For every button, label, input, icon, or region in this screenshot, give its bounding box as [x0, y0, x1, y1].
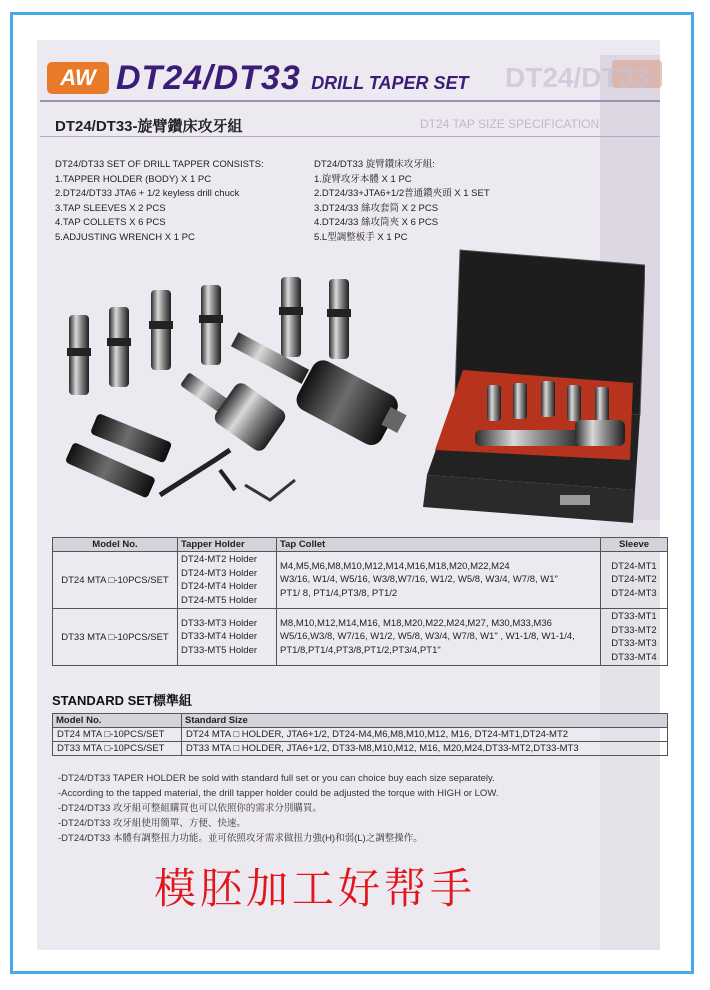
list-item: 1.旋臂攻牙本體 X 1 PC: [314, 173, 412, 185]
storage-case: [423, 250, 645, 523]
note-line: -DT24/DT33 攻牙組可整組購買也可以依照你的需求分別購買。: [58, 803, 322, 814]
holder-cell: [178, 552, 277, 609]
section-subtitle: DT24/DT33-旋臂鑽床攻牙組: [55, 118, 243, 135]
sleeve-item: DT33-MT4: [611, 651, 657, 663]
tap-collet: [279, 277, 303, 357]
holder-item: DT24-MT2 Holder: [181, 554, 258, 565]
model-cell: DT33 MTA □-10PCS/SET: [53, 609, 178, 666]
watermark-caption: 模胚加工好帮手: [154, 864, 477, 913]
holder-item: DT24-MT5 Holder: [181, 594, 258, 606]
sleeve-item: DT24-MT1: [611, 560, 657, 572]
list-item: 3.DT24/33 絲攻套筒 X 2 PCS: [314, 202, 439, 214]
contents-heading: DT24/DT33 SET OF DRILL TAPPER CONSISTS:: [55, 159, 264, 170]
list-item: 5.ADJUSTING WRENCH X 1 PC: [55, 231, 195, 243]
collet-line: PT1/ 8, PT1/4,PT3/8, PT1/2: [280, 587, 398, 599]
column-header: Model No.: [53, 538, 178, 552]
table-row: [53, 742, 668, 756]
note-line: -DT24/DT33 攻牙組使用簡單、方便、快速。: [58, 818, 246, 829]
sleeve-cell: [601, 552, 668, 609]
tap-collet: [199, 285, 223, 365]
holder-cell: [178, 609, 277, 666]
holder-item: DT33-MT4 Holder: [181, 631, 258, 643]
sleeve-item: DT33-MT2: [611, 624, 657, 636]
model-cell: DT33 MTA □-10PCS/SET: [53, 742, 182, 756]
tap-collet: [327, 279, 351, 359]
sleeve-cell: [601, 609, 668, 666]
table-row: [53, 728, 668, 742]
collet-line: W3/16, W1/4, W5/16, W3/8,W7/16, W1/2, W5/8, W3/4, W7/8, W1": [280, 574, 558, 586]
column-header: Tapper Holder: [178, 538, 277, 552]
list-item: 4.DT24/33 絲攻筒夾 X 6 PCS: [314, 217, 439, 228]
holder-item: DT33-MT5 Holder: [181, 644, 258, 656]
divider: [40, 136, 660, 137]
collet-cell: [277, 552, 601, 609]
list-item: 5.L型調整板手 X 1 PC: [314, 231, 408, 243]
standard-set-table: [52, 713, 668, 756]
page-title: DT24/DT33 DRILL TAPER SET: [116, 59, 469, 97]
list-item: 1.TAPPER HOLDER (BODY) X 1 PC: [55, 173, 212, 185]
drill-chuck: [180, 372, 288, 454]
divider: [40, 100, 660, 102]
collet-line: M4,M5,M6,M8,M10,M12,M14,M16,M18,M20,M22,M24: [280, 560, 510, 572]
contents-chinese: [314, 158, 490, 245]
wrench: [160, 450, 295, 500]
sleeve-item: DT24-MT2: [611, 574, 657, 586]
tap-collet: [67, 315, 91, 395]
collet-cell: [277, 609, 601, 666]
column-header: Standard Size: [182, 714, 668, 728]
collet-line: M8,M10,M12,M14,M16, M18,M20,M22,M24,M27, M30,M33,M36: [280, 617, 552, 629]
list-item: 4.TAP COLLETS X 6 PCS: [55, 217, 166, 228]
column-header: Model No.: [53, 714, 182, 728]
product-photo: [55, 245, 645, 525]
standard-set-heading: STANDARD SET標準組: [52, 693, 192, 708]
column-header: Sleeve: [601, 538, 668, 552]
tap-collet: [149, 290, 173, 370]
ghost-title: DT24/DT33: [505, 62, 650, 93]
contents-english: [55, 158, 264, 245]
holder-item: DT24-MT3 Holder: [181, 567, 258, 579]
list-item: 2.DT24/DT33 JTA6 + 1/2 keyless drill chuck: [55, 188, 240, 199]
size-cell: DT24 MTA □ HOLDER, JTA6+1/2, DT24-M4,M6,M8,M10,M12, M16, DT24-MT1,DT24-MT2: [182, 728, 668, 742]
list-item: 3.TAP SLEEVES X 2 PCS: [55, 202, 166, 214]
sleeve-item: DT33-MT3: [611, 638, 657, 649]
table-row: [53, 552, 668, 609]
table-row: [53, 609, 668, 666]
table-header-row: [53, 714, 668, 728]
ghost-subtitle: DT24 TAP SIZE SPECIFICATION: [420, 117, 600, 131]
collet-line: W5/16,W3/8, W7/16, W1/2, W5/8, W3/4, W7/8, W1" , W1-1/8, W1-1/4,: [280, 631, 575, 643]
holder-item: DT24-MT4 Holder: [181, 581, 258, 592]
note-line: -DT24/DT33 TAPER HOLDER be sold with standard full set or you can choice buy each size separately.: [58, 773, 495, 784]
note-line: -DT24/DT33 本體有調整扭力功能。並可依照攻牙需求做扭力強(H)和弱(L)之調整操作。: [58, 833, 423, 844]
model-cell: DT24 MTA □-10PCS/SET: [53, 552, 178, 609]
holder-item: DT33-MT3 Holder: [181, 617, 258, 629]
note-line: -According to the tapped material, the drill tapper holder could be adjusted the torque with HIGH or LOW.: [58, 788, 499, 799]
contents-heading: DT24/DT33 旋臂鑽床攻牙組:: [314, 159, 435, 170]
table-header-row: [53, 538, 668, 552]
size-cell: DT33 MTA □ HOLDER, JTA6+1/2, DT33-M8,M10,M12, M16, M20,M24,DT33-MT2,DT33-MT3: [182, 742, 668, 756]
model-cell: DT24 MTA □-10PCS/SET: [53, 728, 182, 742]
brand-logo: AW: [47, 62, 109, 94]
sleeve-item: DT24-MT3: [611, 587, 657, 599]
column-header: Tap Collet: [277, 538, 601, 552]
sleeve-item: DT33-MT1: [611, 611, 657, 622]
collet-line: PT1/8,PT1/4,PT3/8,PT1/2,PT3/4,PT1": [280, 644, 441, 656]
tap-collet: [107, 307, 131, 387]
notes: [58, 771, 498, 846]
spec-table: [52, 537, 668, 666]
list-item: 2.DT24/33+JTA6+1/2普通鑽夾頭 X 1 SET: [314, 188, 490, 199]
